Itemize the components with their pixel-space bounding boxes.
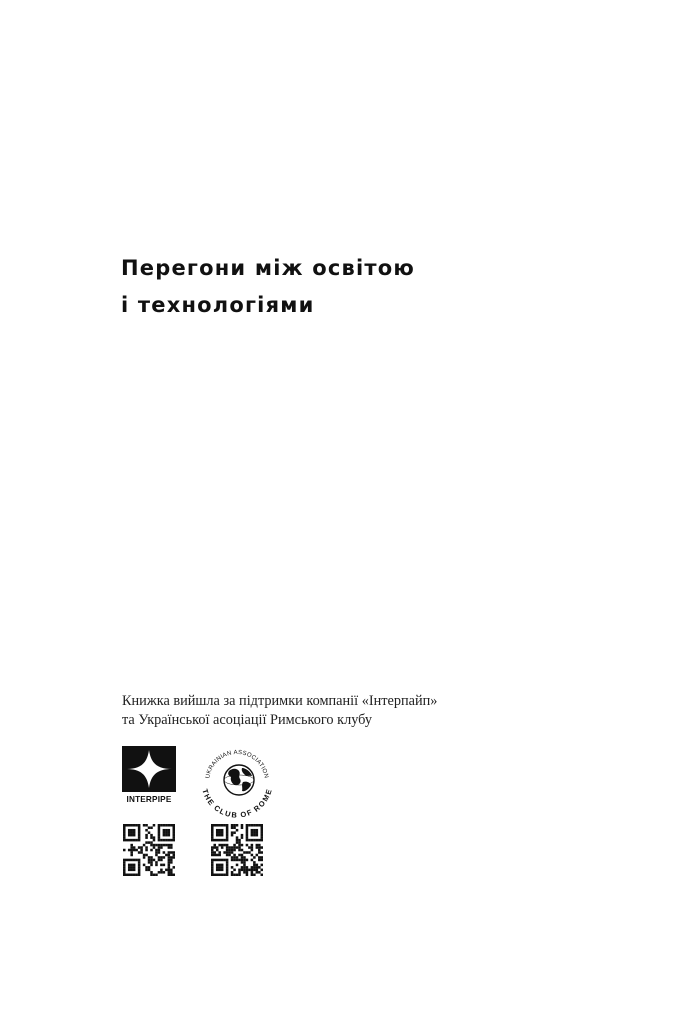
club-of-rome-logo — [199, 744, 275, 820]
interpipe-logo — [122, 746, 176, 806]
qr-code-1 — [123, 824, 175, 876]
club-of-rome-ring-bottom: THE CLUB OF ROME — [200, 787, 274, 820]
support-note-line-1: Книжка вийшла за підтримки компанії «Інтерпайп» — [122, 693, 438, 709]
book-title — [121, 250, 601, 324]
globe-icon — [224, 765, 254, 795]
book-title-line-1: Перегони між освітою — [121, 256, 415, 280]
support-note-line-2: та Української асоціації Римського клубу — [122, 712, 373, 728]
support-note — [122, 692, 562, 730]
interpipe-star-logo-icon — [122, 746, 176, 792]
club-of-rome-ring-top: UKRAINIAN ASSOCIATION — [205, 749, 269, 779]
qr-code-2 — [211, 824, 263, 876]
qr-code-icon — [123, 824, 175, 876]
qr-code-icon — [211, 824, 263, 876]
interpipe-logo-text: INTERPIPE — [126, 795, 172, 804]
book-title-line-2: і технологіями — [121, 293, 315, 317]
